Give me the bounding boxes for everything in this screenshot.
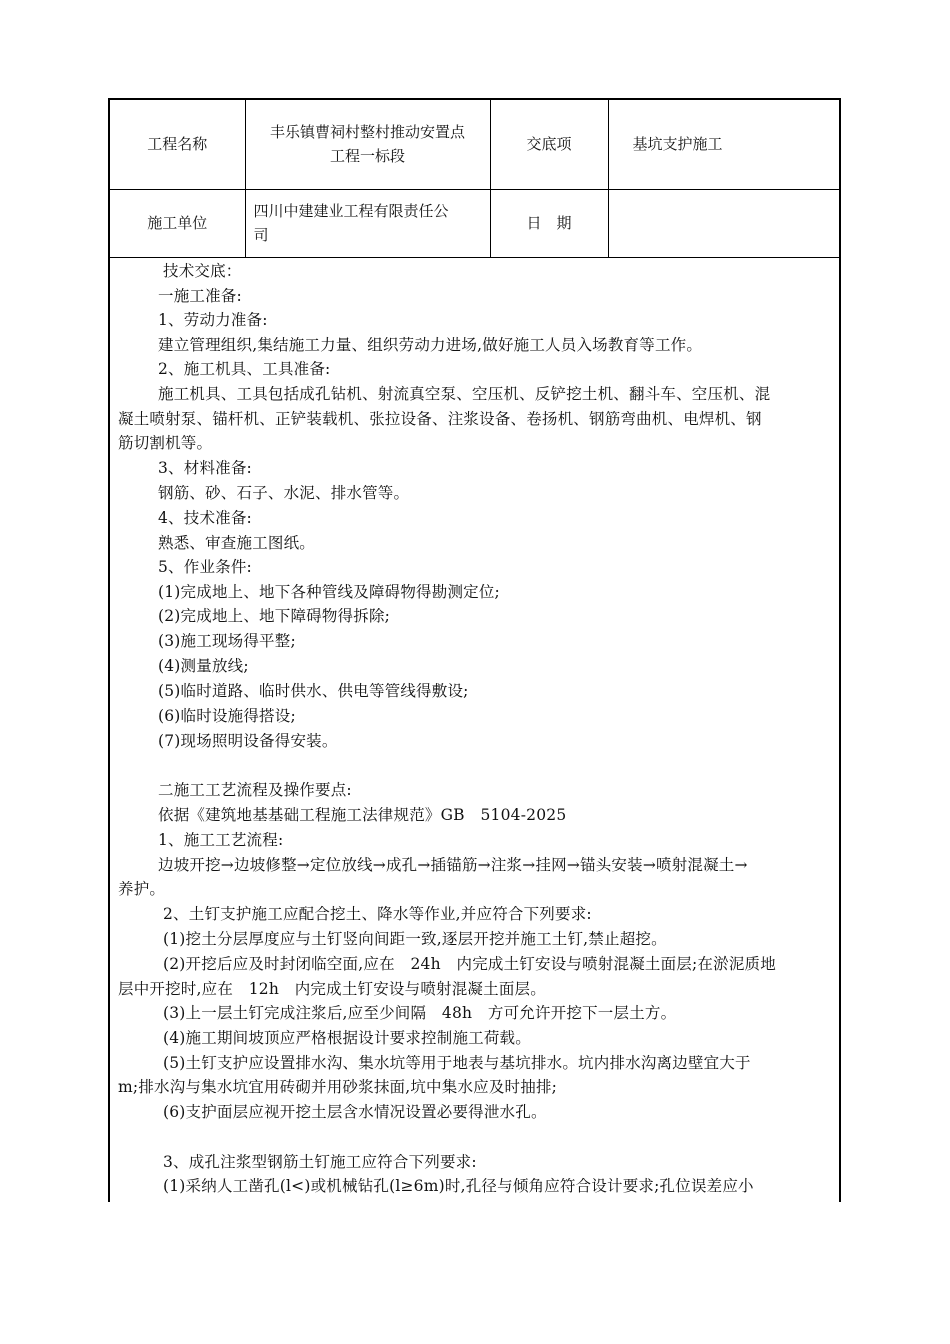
content-line: 5、作业条件: <box>158 558 252 576</box>
construction-unit-line-1: 四川中建建业工程有限责任公 <box>253 202 449 220</box>
form-frame <box>108 98 841 1202</box>
content-line: 养护。 <box>118 880 166 898</box>
content-line: 边坡开挖→边坡修整→定位放线→成孔→插锚筋→注浆→挂网→锚头安装→喷射混凝土→ <box>158 856 748 874</box>
content-line: 建立管理组织,集结施工力量、组织劳动力进场,做好施工人员入场教育等工作。 <box>158 336 703 354</box>
construction-unit-value <box>245 189 490 257</box>
content-line: (7)现场照明设备得安装。 <box>158 732 338 750</box>
content-line: 层中开挖时,应在 12h 内完成土钉安设与喷射混凝土面层。 <box>118 980 546 998</box>
content-line: 2、土钉支护施工应配合挖土、降水等作业,并应符合下列要求: <box>163 905 592 923</box>
content-line: 筋切割机等。 <box>118 434 213 452</box>
content-line: (4)施工期间坡顶应严格根据设计要求控制施工荷载。 <box>163 1029 531 1047</box>
content-line: m;排水沟与集水坑宜用砖砌并用砂浆抹面,坑中集水应及时抽排; <box>118 1078 558 1096</box>
content-line: (5)临时道路、临时供水、供电等管线得敷设; <box>158 682 469 700</box>
project-name-label: 工程名称 <box>110 100 245 189</box>
content-line: 3、材料准备: <box>158 459 252 477</box>
content-line: (4)测量放线; <box>158 657 249 675</box>
content-line: 钢筋、砂、石子、水泥、排水管等。 <box>158 484 410 502</box>
content-line: 1、施工工艺流程: <box>158 831 284 849</box>
project-name-line-2: 工程一标段 <box>329 147 405 166</box>
disclosure-item-value: 基坑支护施工 <box>608 100 841 189</box>
date-label: 日 期 <box>490 189 608 257</box>
construction-unit-line-2: 司 <box>253 226 269 244</box>
content-line: 凝土喷射泵、锚杆机、正铲装载机、张拉设备、注浆设备、卷扬机、钢筋弯曲机、电焊机、钢 <box>118 410 762 428</box>
content-line: 4、技术准备: <box>158 509 252 527</box>
content-line: 依据《建筑地基基础工程施工法律规范》GB 5104-2025 <box>158 806 567 824</box>
content-line: (1)完成地上、地下各种管线及障碍物得勘测定位; <box>158 583 500 601</box>
content-line: 3、成孔注浆型钢筋土钉施工应符合下列要求: <box>163 1153 477 1171</box>
content-line: 熟悉、审查施工图纸。 <box>158 534 316 552</box>
content-line: (3)上一层土钉完成注浆后,应至少间隔 48h 方可允许开挖下一层土方。 <box>163 1004 677 1022</box>
project-name-line-1: 丰乐镇曹祠村整村推动安置点 <box>269 123 465 142</box>
content-line: 施工机具、工具包括成孔钻机、射流真空泵、空压机、反铲挖土机、翻斗车、空压机、混 <box>158 385 771 403</box>
content-line: (2)完成地上、地下障碍物得拆除; <box>158 607 391 625</box>
date-value <box>608 189 841 257</box>
content-line: (1)挖土分层厚度应与土钉竖向间距一致,逐层开挖并施工土钉,禁止超挖。 <box>163 930 667 948</box>
content-line: (5)土钉支护应设置排水沟、集水坑等用于地表与基坑排水。坑内排水沟离边壁宜大于 <box>163 1054 751 1072</box>
content-line: 一施工准备: <box>158 287 242 305</box>
content-line: 2、施工机具、工具准备: <box>158 360 331 378</box>
disclosure-item-label: 交底项 <box>490 100 608 189</box>
content-line: (1)采纳人工凿孔(l<)或机械钻孔(l≥6m)时,孔径与倾角应符合设计要求;孔位误差应小 <box>163 1177 754 1195</box>
construction-unit-label: 施工单位 <box>110 189 245 257</box>
content-line: (3)施工现场得平整; <box>158 632 296 650</box>
content-line: (2)开挖后应及时封闭临空面,应在 24h 内完成土钉安设与喷射混凝土面层;在淤泥质地 <box>163 955 776 973</box>
content-line: (6)临时设施得搭设; <box>158 707 296 725</box>
header-table <box>110 100 841 258</box>
content-line: (6)支护面层应视开挖土层含水情况设置必要得泄水孔。 <box>163 1103 547 1121</box>
content-line: 技术交底： <box>163 262 242 280</box>
content-line: 二施工工艺流程及操作要点: <box>158 781 352 799</box>
project-name-value <box>245 100 490 189</box>
content-line: 1、劳动力准备: <box>158 311 268 329</box>
